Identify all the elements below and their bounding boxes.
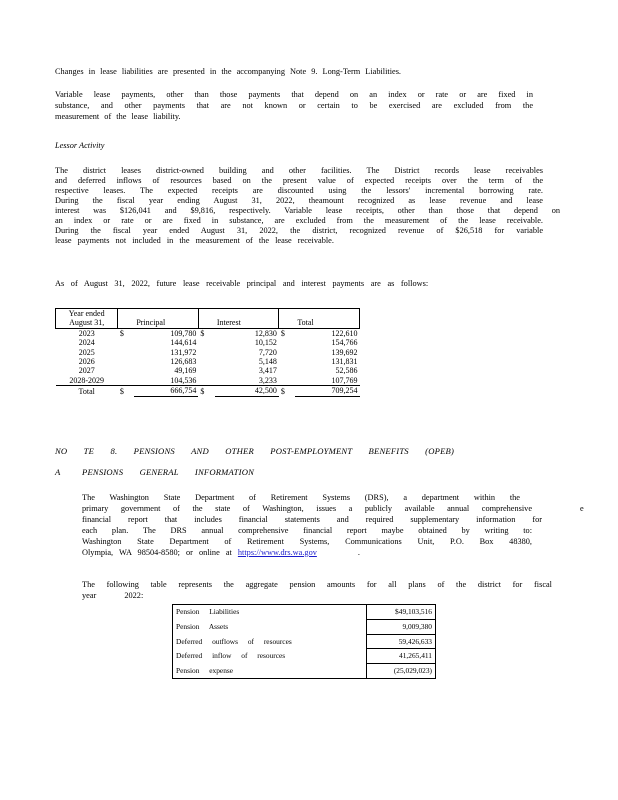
drs-line: Washington State Department of Retirement Systems, Communications Unit, P.O. Box 48380,: [82, 537, 532, 546]
currency-cell: [118, 357, 134, 366]
principal-cell: 109,780: [170, 328, 197, 338]
currency-cell: $: [198, 386, 214, 396]
drs-line: The Washington State Department of Retirement Systems (DRS), a department within the: [82, 493, 520, 502]
pension-table-body: [173, 605, 436, 679]
currency-cell: [118, 376, 134, 386]
interest-cell: 3,417: [258, 366, 277, 376]
currency-cell: [279, 366, 295, 375]
drs-last-text: Olympia, WA 98504-8580; or online at: [82, 548, 238, 557]
drs-last-period: .: [357, 548, 360, 557]
interest-cell: 12,830: [254, 328, 277, 338]
pension-amount-cell: 41,265,411: [367, 649, 436, 664]
grand-total-cell: 709,254: [295, 386, 359, 396]
lease-table-row: [56, 338, 360, 347]
following-line-1: The following table represents the aggregate pension amounts for all plans of the district for fiscal: [82, 580, 552, 589]
lessor-line: During the fiscal year ending August 31, 2022, theamount recognized as lease revenue and lease: [55, 196, 543, 205]
pension-label-cell: Pension expense: [173, 664, 367, 679]
spacer: [198, 309, 214, 329]
pensions-general-heading: PENSIONS GENERAL INFORMATION: [82, 467, 255, 477]
currency-cell: [118, 338, 134, 347]
total-cell: 131,831: [331, 357, 358, 367]
interest-total-cell: 42,500: [215, 386, 279, 396]
currency-cell: [198, 357, 214, 366]
principal-cell: 104,536: [134, 376, 198, 386]
lease-table-row: [56, 357, 360, 366]
changes-paragraph: Changes in lease liabilities are presented in the accompanying Note 9. Long-Term Liabilities.: [55, 67, 401, 76]
lease-table-body: [56, 328, 360, 396]
as-of-paragraph: As of August 31, 2022, future lease receivable principal and interest payments are as follows:: [55, 279, 429, 288]
drs-overflow-letter: e: [580, 504, 584, 513]
total-cell: 154,766: [331, 338, 358, 348]
variable-line-3: measurement of the lease liability.: [55, 112, 181, 121]
principal-cell: 126,683: [170, 357, 197, 367]
spacer: [279, 309, 295, 329]
pension-table-row: [173, 605, 436, 620]
drs-last-line: [82, 548, 360, 559]
year-header: [56, 309, 118, 329]
currency-cell: [198, 348, 214, 357]
lessor-line: The district leases district-owned building and other facilities. The District records lease receivables: [55, 166, 543, 175]
year-cell: 2025: [78, 347, 95, 357]
lease-receivable-table: [55, 308, 360, 397]
pension-label-cell: Deferred inflow of resources: [173, 649, 367, 664]
drs-website-link[interactable]: https://www.drs.wa.gov: [237, 548, 317, 557]
spacer: [118, 309, 134, 329]
total-cell: 107,769: [295, 376, 359, 386]
currency-cell: [279, 338, 295, 347]
currency-cell: [198, 376, 214, 386]
currency-cell: $: [119, 328, 124, 338]
pension-table-row: [173, 649, 436, 664]
pension-label-cell: Pension Assets: [173, 619, 367, 634]
pension-amount-cell: 9,009,380: [367, 619, 436, 634]
following-line-2: year 2022:: [82, 591, 144, 600]
year-cell: 2028-2029: [69, 375, 105, 385]
principal-cell: 144,614: [170, 338, 197, 348]
lessor-line: lease payments not included in the measurement of the lease receivable.: [55, 236, 334, 245]
currency-cell: $: [280, 328, 285, 338]
pension-label-cell: Deferred outflows of resources: [173, 634, 367, 649]
principal-cell: 49,169: [174, 366, 197, 376]
currency-cell: [118, 366, 134, 375]
principal-total-cell: 666,754: [134, 386, 198, 396]
year-cell: 2024: [78, 338, 95, 348]
drs-line: financial report that includes financial statements and required supplementary information for: [82, 515, 542, 524]
currency-cell: $: [118, 386, 134, 396]
total-cell: 52,586: [335, 366, 358, 376]
variable-line-2: substance, and other payments that are not known or certain to be exercised are excluded from the: [55, 101, 533, 110]
year-cell: 2026: [78, 357, 95, 367]
total-header: Total: [295, 309, 359, 329]
interest-cell: 5,148: [258, 357, 277, 367]
lessor-heading: Lessor Activity: [55, 141, 105, 150]
drs-line: primary government of the state of Washington, issues a publicly available annual comprehensive: [82, 504, 532, 513]
currency-cell: [279, 357, 295, 366]
interest-cell: 7,720: [258, 347, 277, 357]
total-label-cell: Total: [56, 386, 118, 396]
lessor-line: During the fiscal year ended August 31, 2022, the district, recognized revenue of $26,518 for variable: [55, 226, 543, 235]
currency-cell: [198, 338, 214, 347]
pension-table-row: [173, 619, 436, 634]
principal-cell: 131,972: [170, 347, 197, 357]
currency-cell: [198, 366, 214, 375]
total-cell: 122,610: [331, 328, 358, 338]
pension-table-row: [173, 634, 436, 649]
pension-label-cell: Pension Liabilities: [173, 605, 367, 620]
principal-header: Principal: [134, 309, 198, 329]
lessor-line: interest was $126,041 and $9,816, respectively. Variable lease receipts, other than those that depend on: [55, 206, 560, 215]
year-header-line2: August 31,: [69, 318, 105, 328]
drs-line: each plan. The DRS annual comprehensive financial report maybe obtained by writing to:: [82, 526, 532, 535]
pension-amount-cell: (25,029,023): [367, 664, 436, 679]
year-cell: 2023: [78, 328, 95, 338]
note-8-heading: NO TE 8. PENSIONS AND OTHER POST-EMPLOYMENT BENEFITS (OPEB): [55, 446, 455, 456]
lease-table-row: [56, 328, 360, 338]
lessor-line: and deferred inflows of resources based on the present value of expected receipts over the term of the: [55, 176, 543, 185]
pension-amount-cell: $49,103,516: [367, 605, 436, 620]
currency-cell: $: [279, 386, 295, 396]
year-cell: 2027: [78, 366, 95, 376]
lease-table-total-row: [56, 386, 360, 396]
lease-table-row: [56, 376, 360, 386]
section-letter: A: [55, 467, 61, 477]
lease-table-row: [56, 366, 360, 375]
lessor-line: an index or rate or are fixed in substance, are excluded from the measurement of the lease receivable.: [55, 216, 543, 225]
interest-header: Interest: [215, 309, 279, 329]
pension-amount-cell: 59,426,633: [367, 634, 436, 649]
variable-line-1: Variable lease payments, other than those payments that depend on an index or rate or are fixed in: [55, 90, 533, 99]
currency-cell: [118, 348, 134, 357]
interest-cell: 3,233: [215, 376, 279, 386]
interest-cell: 10,152: [254, 338, 277, 348]
pension-table-row: [173, 664, 436, 679]
year-header-line1: Year ended: [68, 309, 105, 318]
pension-amounts-table: [172, 604, 436, 679]
currency-cell: $: [200, 328, 205, 338]
lease-table-row: [56, 348, 360, 357]
total-cell: 139,692: [331, 347, 358, 357]
currency-cell: [279, 376, 295, 386]
lessor-line: respective leases. The expected receipts are discounted using the lessors' incremental borrowing rate.: [55, 186, 543, 195]
currency-cell: [279, 348, 295, 357]
